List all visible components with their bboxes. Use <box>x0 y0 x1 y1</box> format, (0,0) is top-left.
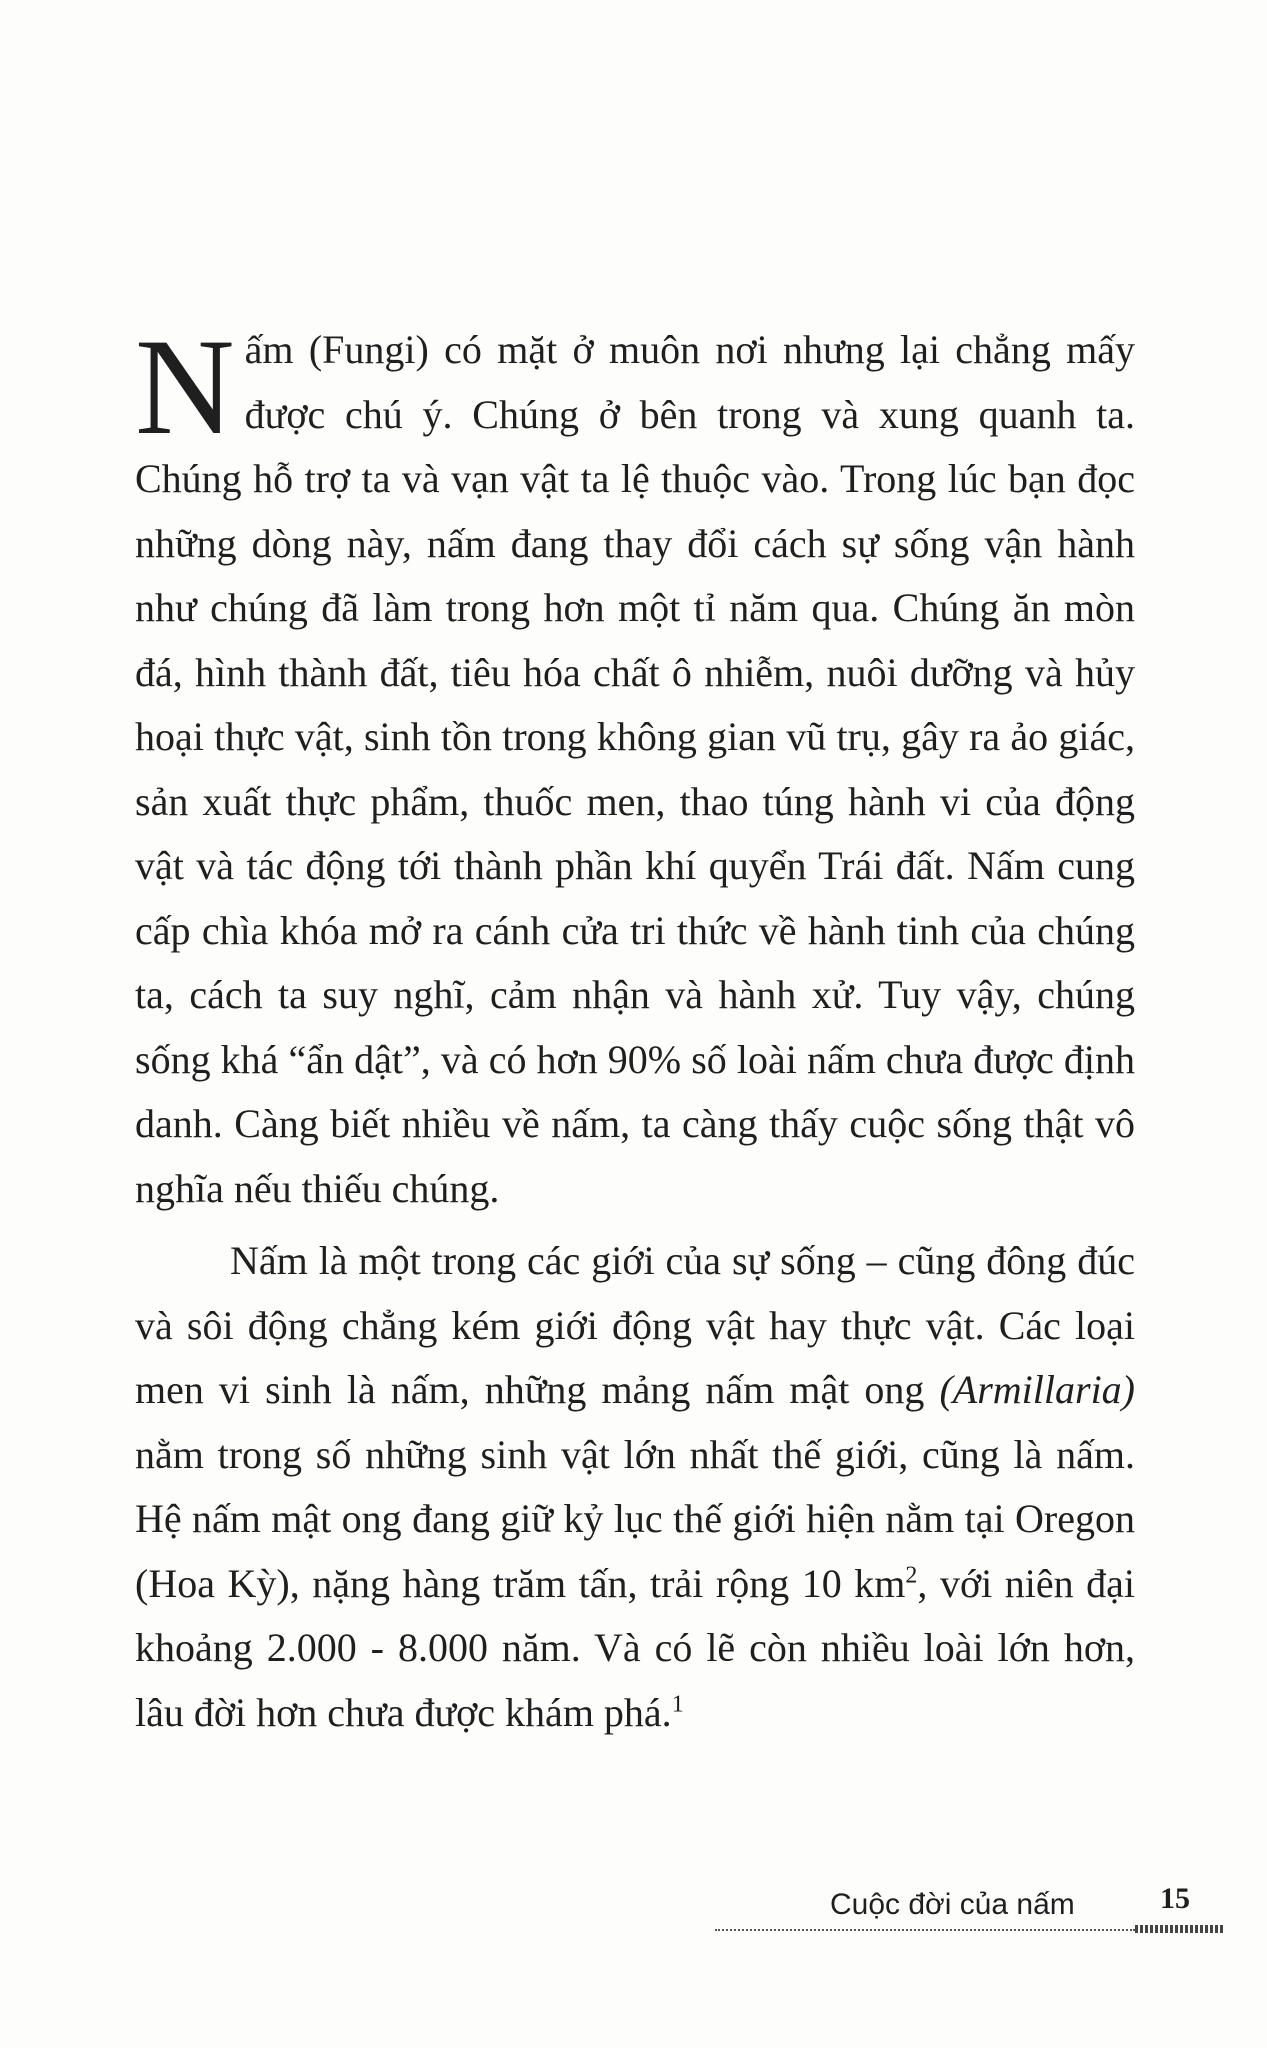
paragraph-2-text-a: Nấm là một trong các giới của sự sống – cũng đông đúc và sôi động chẳng kém giới động vật hay thực vật. Các loại men vi sinh là nấm, những mảng nấm mật ong <box>135 1238 1135 1412</box>
paragraph-2-text-b: nằm trong số những sinh vật lớn nhất thế giới, cũng là nấm. Hệ nấm mật ong đang giữ kỷ lục thế giới hiện nằm tại Oregon (Hoa Kỳ), nặng hàng trăm tấn, trải rộng 10 km <box>135 1431 1135 1606</box>
paragraph-2-text-c: , với niên đại khoảng 2.000 - 8.000 năm. Và có lẽ còn nhiều loài lớn hơn, lâu đời hơn chưa được khám phá. <box>135 1560 1136 1735</box>
paragraph-1 <box>135 310 1135 1221</box>
paragraph-2-italic-term: (Armillaria) <box>939 1367 1135 1412</box>
footer-book-title: Cuộc đời của nấm <box>830 1888 1075 1921</box>
paragraph-2 <box>135 1229 1135 1745</box>
area-unit-superscript: 2 <box>905 1562 918 1589</box>
footnote-reference: 1 <box>671 1691 684 1718</box>
page-number: 15 <box>1160 1882 1190 1915</box>
paragraph-1-text: ấm (Fungi) có mặt ở muôn nơi nhưng lại chẳng mấy được chú ý. Chúng ở bên trong và xung quanh ta. Chúng hỗ trợ ta và vạn vật ta lệ thuộc vào. Trong lúc bạn đọc những dòng này, nấm đang thay đổi cách sự sống vận hành như chúng đã làm trong hơn một tỉ năm qua. Chúng ăn mòn đá, hình thành đất, tiêu hóa chất ô nhiễm, nuôi dưỡng và hủy hoại thực vật, sinh tồn trong không gian vũ trụ, gây ra ảo giác, sản xuất thực phẩm, thuốc men, thao túng hành vi của động vật và tác động tới thành phần khí quyển Trái đất. Nấm cung cấp chìa khóa mở ra cánh cửa tri thức về hành tinh của chúng ta, cách ta suy nghĩ, cảm nhận và hành xử. Tuy vậy, chúng sống khá “ẩn dật”, và có hơn 90% số loài nấm chưa được định danh. Càng biết nhiều về nấm, ta càng thấy cuộc sống thật vô nghĩa nếu thiếu chúng. <box>135 327 1135 1211</box>
footer-dotted-rule <box>715 1929 1135 1931</box>
footer-ornament <box>1135 1925 1225 1933</box>
body-text <box>135 310 1136 1745</box>
drop-cap: N <box>135 310 235 463</box>
